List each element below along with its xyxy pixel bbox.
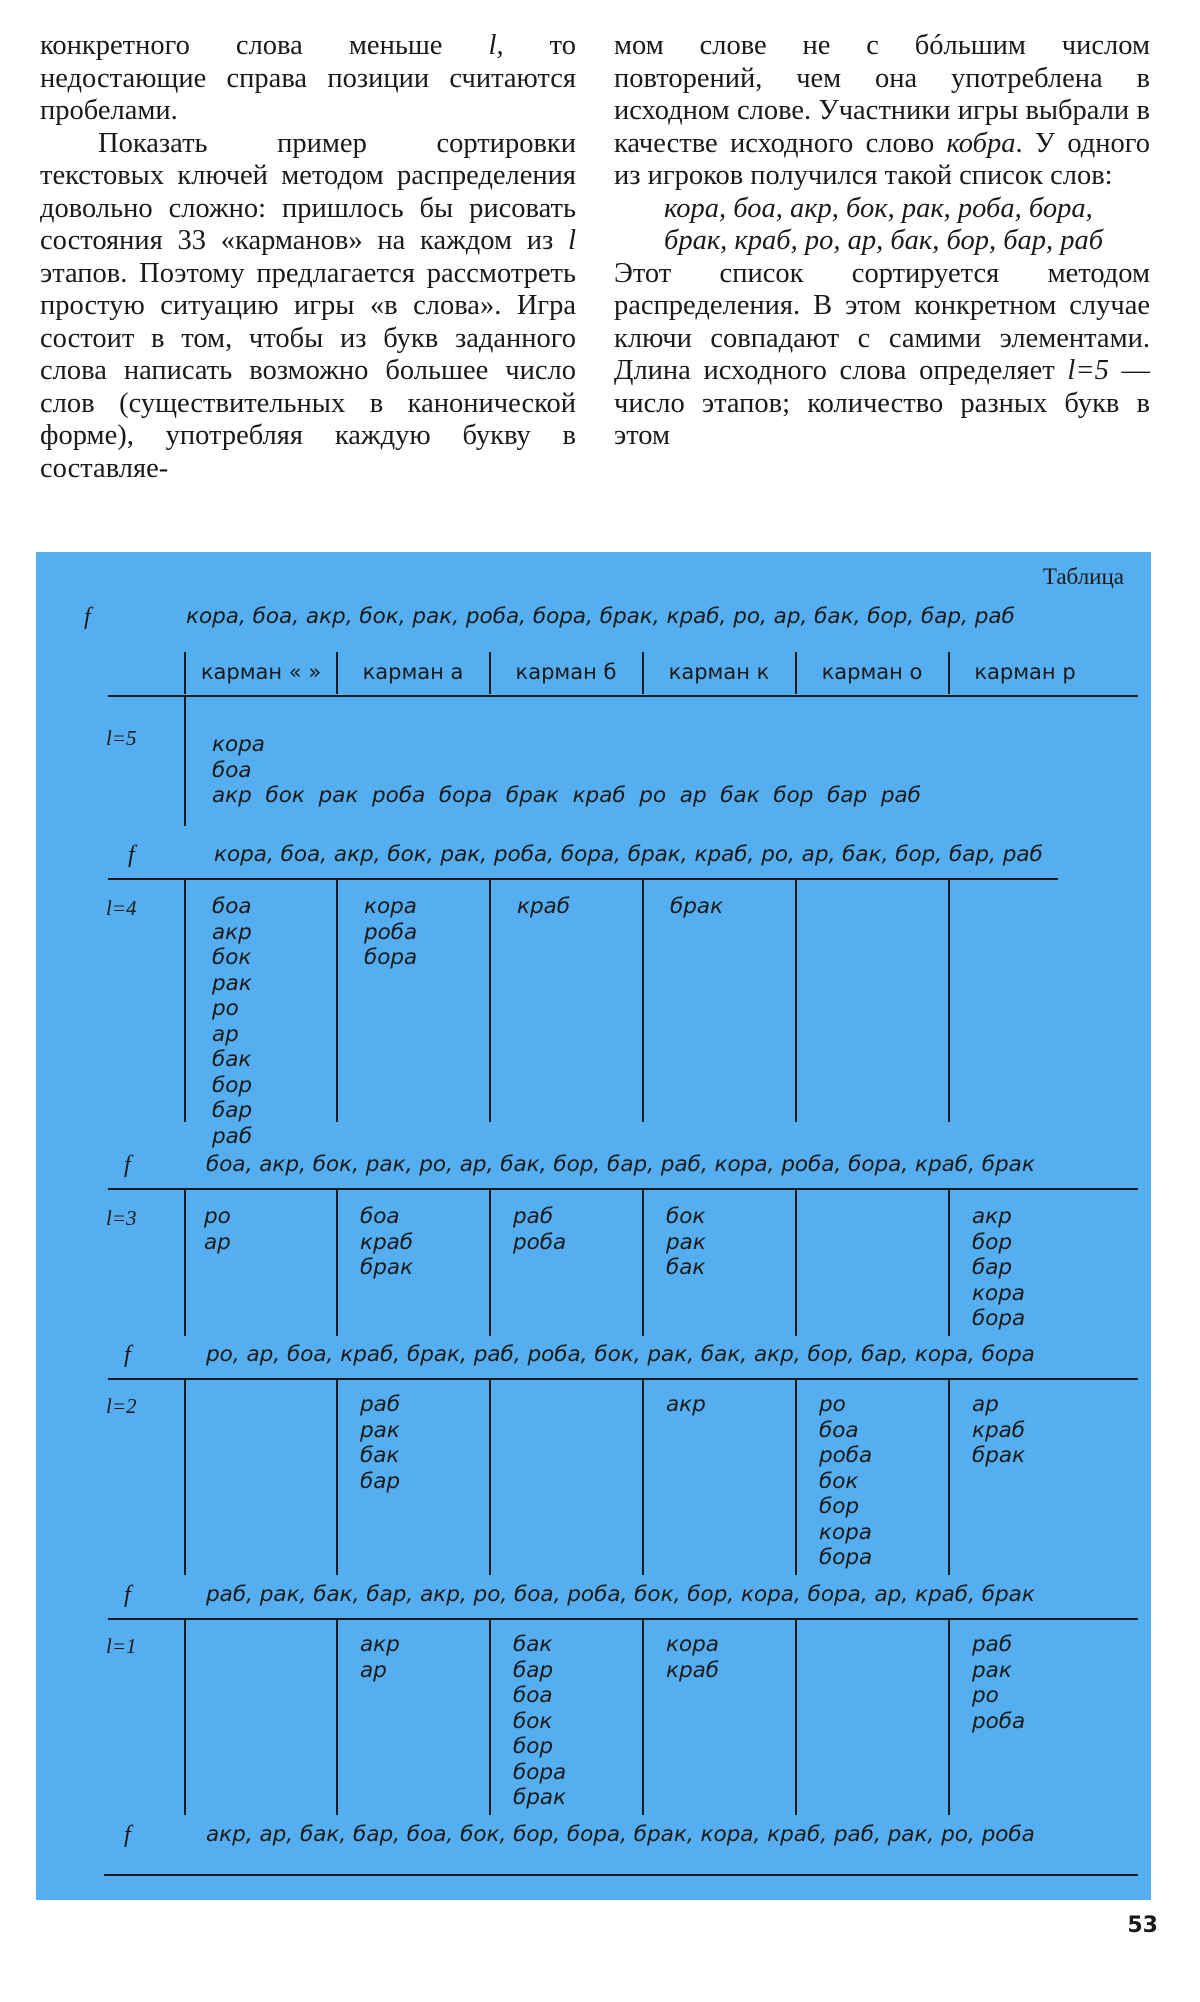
pocket-word: бок — [666, 1204, 706, 1229]
text: Этот список сортируется методом распределения. В этом конкретном случае ключи совпадают с самими элементами. Длина исходного слова определяет — [614, 257, 1150, 386]
paragraph-sorting — [614, 258, 1150, 453]
column-divider — [642, 879, 644, 1122]
pocket-word: брак — [360, 1255, 414, 1280]
f-symbol: f — [124, 1342, 131, 1368]
f-list: кора, боа, акр, бок, рак, роба, бора, брак, краб, ро, ар, бак, бор, бар, раб — [186, 604, 1015, 629]
pass3-pocket-r — [972, 1204, 1025, 1332]
pass-divider — [108, 1378, 1138, 1380]
header-pocket-o: карман о — [821, 660, 923, 684]
pocket-word: бора — [972, 1306, 1026, 1331]
var-l: l — [568, 225, 576, 256]
pocket-word: краб — [360, 1229, 414, 1255]
table-caption: Таблица — [1042, 564, 1124, 589]
pass1-pocket-a — [360, 1632, 400, 1683]
word-list-example: кора, боа, акр, бок, рак, роба, бора, брак, краб, ро, ар, бак, бор, бар, раб — [664, 192, 1104, 256]
pocket-word: краб — [517, 894, 571, 919]
pass-divider — [108, 878, 1058, 880]
pocket-word: бак — [513, 1632, 553, 1657]
pocket-word: бора — [364, 945, 418, 970]
column-divider — [489, 1379, 491, 1575]
header-pocket-r: карман р — [974, 660, 1076, 684]
column-divider — [336, 1189, 338, 1336]
pocket-word: боа — [212, 894, 252, 919]
pocket-word: боа — [360, 1204, 400, 1229]
pass4-pocket-k — [670, 894, 723, 920]
right-text-column — [614, 30, 1150, 453]
pass1-pocket-b — [513, 1632, 566, 1811]
distribution-sort-table — [36, 552, 1151, 1900]
pocket-word: ро — [972, 1683, 999, 1708]
pocket-word: рак — [666, 1229, 706, 1255]
pocket-word: ро — [204, 1204, 231, 1229]
pocket-word: рак — [972, 1657, 1012, 1683]
pass2-pocket-k — [666, 1392, 706, 1418]
pocket-word: кора — [819, 1519, 872, 1545]
column-divider — [642, 1619, 644, 1815]
pocket-word: ро — [212, 996, 239, 1021]
pocket-word: брак — [513, 1785, 567, 1810]
text: , то недостающие справа позиции считаются пробелами. — [40, 30, 577, 126]
pocket-word: кора — [364, 894, 417, 919]
pass5-pocket-space — [212, 732, 921, 809]
column-divider — [336, 879, 338, 1122]
pass3-pocket-k — [666, 1204, 706, 1281]
f-list: боа, акр, бок, рак, ро, ар, бак, бор, бар, раб, кора, роба, бора, краб, брак — [206, 1152, 1035, 1177]
pocket-word: раб — [360, 1392, 401, 1417]
column-divider — [489, 1189, 491, 1336]
text: конкретного слова меньше — [40, 30, 443, 61]
pocket-word: бар — [212, 1098, 253, 1123]
pocket-word: бак — [666, 1255, 706, 1280]
text: Показать пример сортировки текстовых ключей методом распределения довольно сложно: пришлось бы рисовать состояния 33 «карманов» на каждом из — [40, 127, 576, 256]
pocket-word: акр — [360, 1632, 400, 1657]
pass3-pocket-space — [204, 1204, 231, 1255]
pass-label: l=1 — [106, 1634, 137, 1658]
pass-label: l=4 — [106, 896, 137, 920]
table-bottom-rule — [104, 1874, 1138, 1876]
pocket-word: акр — [666, 1392, 706, 1417]
pocket-word: боа — [819, 1417, 859, 1443]
header-pocket-b: карман б — [515, 660, 617, 684]
pocket-word: акр — [212, 919, 252, 945]
column-divider — [948, 1189, 950, 1336]
pocket-word: ар — [972, 1392, 999, 1417]
pass-label: l=5 — [106, 726, 137, 750]
paragraph-example-intro — [40, 128, 576, 486]
pocket-word: бор — [212, 1072, 253, 1098]
text: — число этапов; количество разных букв в этом — [614, 355, 1151, 451]
column-divider — [336, 1379, 338, 1575]
f-symbol: f — [124, 1822, 131, 1848]
pocket-word: брак — [972, 1443, 1026, 1468]
f-list: ро, ар, боа, краб, брак, раб, роба, бок, рак, бак, акр, бор, бар, кора, бора — [206, 1342, 1035, 1367]
column-divider — [948, 879, 950, 1122]
pass4-pocket-a — [364, 894, 417, 971]
column-divider — [795, 1379, 797, 1575]
pass-divider — [108, 1618, 1138, 1620]
column-divider — [184, 1189, 186, 1336]
page-number: 53 — [1127, 1913, 1158, 1938]
text: . У одного из игроков получился такой список слов: — [614, 127, 1150, 191]
pocket-word: рак — [360, 1417, 400, 1443]
pocket-word: боа — [513, 1683, 553, 1708]
column-divider — [489, 1619, 491, 1815]
pass4-pocket-b — [517, 894, 570, 920]
column-divider — [184, 1379, 186, 1575]
column-divider — [489, 879, 491, 1122]
paragraph-game — [614, 30, 1150, 193]
pocket-word: бар — [972, 1255, 1013, 1280]
pocket-word: краб — [972, 1417, 1026, 1443]
column-divider — [184, 879, 186, 1122]
column-divider — [795, 1619, 797, 1815]
pocket-word: роба — [819, 1443, 873, 1468]
pocket-word: раб — [972, 1632, 1013, 1657]
pass-label: l=3 — [106, 1206, 137, 1230]
pocket-word: брак — [670, 894, 724, 919]
pass2-pocket-o — [819, 1392, 872, 1571]
header-pocket-space: карман « » — [200, 660, 322, 684]
word: кора — [212, 732, 265, 757]
f-list: раб, рак, бак, бар, акр, ро, боа, роба, бок, бор, кора, бора, ар, краб, брак — [206, 1582, 1035, 1607]
column-divider — [184, 696, 186, 826]
pocket-word: бора — [819, 1545, 873, 1570]
pass2-pocket-r — [972, 1392, 1025, 1469]
pocket-word: краб — [666, 1657, 720, 1683]
pocket-word: бок — [513, 1708, 553, 1734]
source-word: кобра — [946, 127, 1016, 159]
pocket-word: роба — [364, 919, 418, 945]
pass4-pocket-space — [212, 894, 252, 1149]
pocket-word: ар — [204, 1229, 231, 1255]
text: мом слове не с бóльшим числом повторений, чем она употреблена в исходном слове. Участники игры выбрали в качестве исходного слово — [614, 30, 1150, 159]
pocket-word: бок — [819, 1468, 859, 1494]
column-divider — [336, 1619, 338, 1815]
f-list: акр, ар, бак, бар, боа, бок, бор, бора, брак, кора, краб, раб, рак, ро, роба — [206, 1822, 1035, 1847]
pass1-pocket-r — [972, 1632, 1025, 1734]
pocket-word: раб — [513, 1204, 554, 1229]
column-divider — [795, 879, 797, 1122]
pocket-word: бак — [212, 1047, 252, 1072]
pocket-word: роба — [513, 1229, 567, 1255]
f-symbol: f — [128, 842, 135, 868]
pass3-pocket-a — [360, 1204, 413, 1281]
pocket-word: ро — [819, 1392, 846, 1417]
f-list: кора, боа, акр, бок, рак, роба, бора, брак, краб, ро, ар, бак, бор, бар, раб — [214, 842, 1043, 867]
paragraph-continued — [40, 30, 576, 128]
pocket-word: акр — [972, 1204, 1012, 1229]
pocket-word: кора — [972, 1280, 1025, 1306]
left-text-column — [40, 30, 576, 485]
pocket-word: бар — [513, 1657, 554, 1683]
text: этапов. Поэтому предлагается рассмотреть простую ситуацию игры «в слова». Игра состоит в том, чтобы из букв заданного слова написать возможно большее число слов (существительных в канонической форме), употребляя каждую букву в составляе- — [40, 257, 576, 484]
pocket-word: бок — [212, 945, 252, 970]
f-symbol: f — [124, 1152, 131, 1178]
pocket-word: ар — [360, 1657, 387, 1683]
f-symbol: f — [84, 604, 91, 630]
column-divider — [642, 1189, 644, 1336]
pocket-word: бор — [972, 1229, 1013, 1255]
pocket-word: ар — [212, 1021, 239, 1047]
column-divider — [642, 1379, 644, 1575]
column-divider — [184, 1619, 186, 1815]
f-symbol: f — [124, 1582, 131, 1608]
pocket-word: бар — [360, 1468, 401, 1494]
pass2-pocket-a — [360, 1392, 400, 1494]
pass1-pocket-k — [666, 1632, 719, 1683]
column-divider — [795, 1189, 797, 1336]
word-row: акр бок рак роба бора брак краб ро ар бак бор бар раб — [212, 783, 921, 808]
pass-divider — [108, 1188, 1138, 1190]
pocket-word: раб — [212, 1123, 253, 1149]
pass3-pocket-b — [513, 1204, 566, 1255]
column-divider — [948, 1619, 950, 1815]
pocket-word: кора — [666, 1632, 719, 1657]
column-divider — [948, 1379, 950, 1575]
pocket-word: бора — [513, 1759, 567, 1785]
var-l: l — [488, 30, 497, 61]
formula-l5: l=5 — [1067, 355, 1109, 386]
word: боа — [212, 757, 252, 783]
header-underline — [108, 695, 1138, 697]
pocket-word: бак — [360, 1443, 400, 1468]
header-pocket-k: карман к — [668, 660, 770, 684]
pocket-word: бор — [819, 1494, 860, 1519]
header-pocket-a: карман а — [362, 660, 464, 684]
pass-label: l=2 — [106, 1394, 137, 1418]
pocket-word: роба — [972, 1708, 1026, 1734]
pocket-word: бор — [513, 1734, 554, 1759]
pocket-word: рак — [212, 970, 252, 996]
